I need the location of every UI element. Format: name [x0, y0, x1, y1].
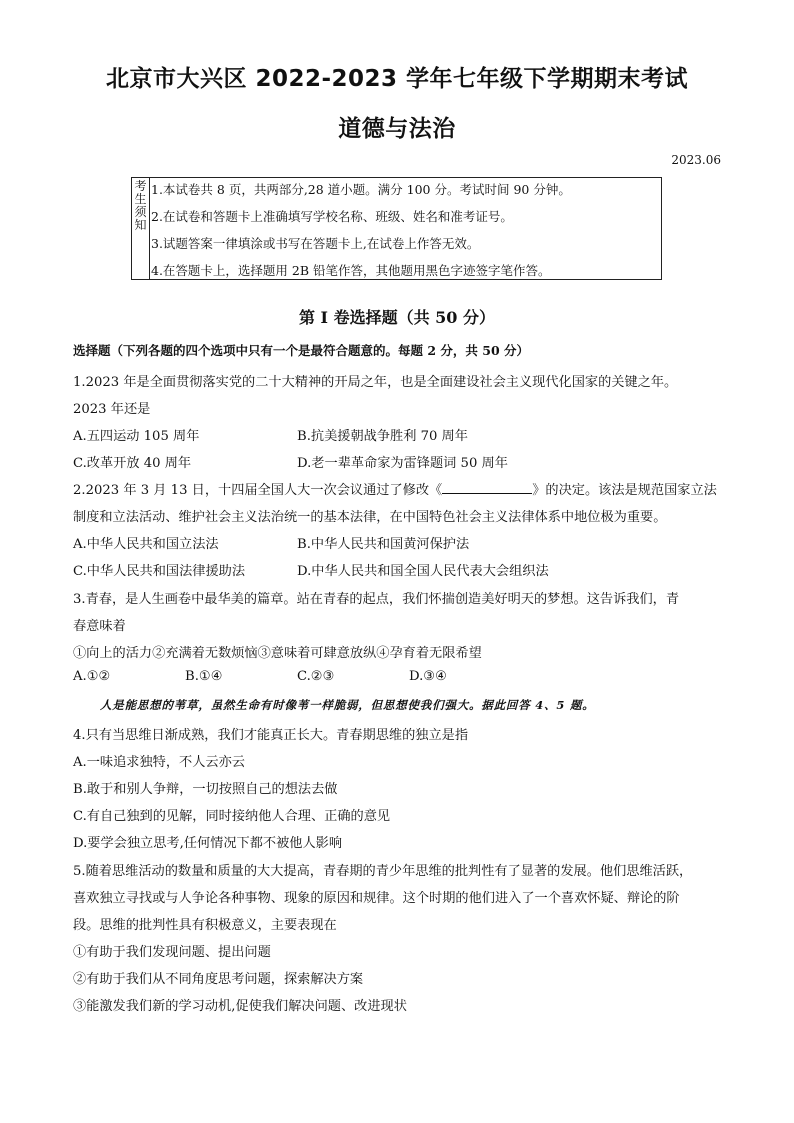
question-4-stem: 4.只有当思维日渐成熟，我们才能真正长大。青春期思维的独立是指: [73, 728, 469, 743]
notice-label-char: 考: [134, 179, 147, 193]
notice-line: 2.在试卷和答题卡上准确填写学校名称、班级、姓名和准考证号。: [151, 209, 513, 224]
notice-label-char: 须: [134, 205, 147, 219]
notice-line: 3.试题答案一律填涂或书写在答题卡上,在试卷上作答无效。: [151, 236, 480, 251]
question-5-stem: 段。思维的批判性具有积极意义，主要表现在: [73, 918, 337, 933]
question-5-item: ③能激发我们新的学习动机,促使我们解决问题、改进现状: [73, 999, 407, 1014]
question-4-option-c: C.有自己独到的见解，同时接纳他人合理、正确的意见: [73, 809, 391, 824]
question-4-option-b: B.敢于和别人争辩，一切按照自己的想法去做: [73, 782, 338, 797]
question-5-item: ①有助于我们发现问题、提出问题: [73, 945, 271, 960]
question-3-option-c: C.②③: [297, 669, 335, 684]
notice-line: 4.在答题卡上，选择题用 2B 铅笔作答，其他题用黑色字迹签字笔作答。: [151, 263, 551, 278]
instructions: 选择题（下列各题的四个选项中只有一个是最符合题意的。每题 2 分，共 50 分）: [73, 343, 530, 358]
question-2-stem: 制度和立法活动、维护社会主义法治统一的基本法律，在中国特色社会主义法律体系中地位极为重要。: [73, 510, 667, 525]
question-5-stem: 5.随着思维活动的数量和质量的大大提高，青春期的青少年思维的批判性有了显著的发展。他们思维活跃，: [73, 864, 693, 879]
notice-label-char: 生: [134, 192, 147, 206]
answer-blank: [442, 481, 532, 494]
question-1-stem: 2023 年还是: [73, 402, 151, 417]
question-2-option-d: D.中华人民共和国全国人民代表大会组织法: [297, 564, 549, 579]
question-1-option-c: C.改革开放 40 周年: [73, 456, 192, 471]
question-5-stem: 喜欢独立寻找或与人争论各种事物、现象的原因和规律。这个时期的他们进入了一个喜欢怀疑、辩论的阶: [73, 891, 680, 906]
question-1-option-b: B.抗美援朝战争胜利 70 周年: [297, 429, 468, 444]
question-2-option-b: B.中华人民共和国黄河保护法: [297, 537, 470, 552]
question-1-stem: 1.2023 年是全面贯彻落实党的二十大精神的开局之年，也是全面建设社会主义现代化国家的关键之年。: [73, 375, 678, 390]
notice-line: 1.本试卷共 8 页，共两部分,28 道小题。满分 100 分。考试时间 90 分钟。: [151, 182, 571, 197]
notice-label-char: 知: [134, 218, 147, 232]
exam-title: 北京市大兴区 2022-2023 学年七年级下学期期末考试: [105, 66, 689, 92]
question-1-option-d: D.老一辈革命家为雷锋题词 50 周年: [297, 456, 508, 471]
question-3-option-d: D.③④: [409, 669, 447, 684]
question-2-stem-post: 》的决定。该法是规范国家立法: [532, 483, 717, 498]
question-3-stem: 3.青春，是人生画卷中最华美的篇章。站在青春的起点，我们怀揣创造美好明天的梦想。这告诉我们，青: [73, 592, 680, 607]
question-2-option-a: A.中华人民共和国立法法: [73, 537, 219, 552]
section-title: 第 I 卷选择题（共 50 分）: [298, 308, 496, 327]
exam-date: 2023.06: [671, 153, 721, 167]
question-2-option-c: C.中华人民共和国法律援助法: [73, 564, 246, 579]
question-1-option-a: A.五四运动 105 周年: [73, 429, 200, 444]
question-4-option-d: D.要学会独立思考,任何情况下都不被他人影响: [73, 836, 343, 851]
question-3-items: ①向上的活力②充满着无数烦恼③意味着可肆意放纵④孕育着无限希望: [73, 646, 482, 661]
question-3-option-a: A.①②: [73, 669, 111, 684]
subject-title: 道德与法治: [338, 116, 456, 142]
question-4-option-a: A.一味追求独特，不人云亦云: [73, 755, 245, 770]
question-3-stem: 春意味着: [73, 619, 126, 634]
notice-label: [132, 178, 150, 279]
material-note: 人是能思想的苇草，虽然生命有时像苇一样脆弱，但思想使我们强大。据此回答 4、5 题。: [100, 698, 595, 712]
question-2-stem: [73, 479, 717, 498]
question-3-option-b: B.①④: [185, 669, 223, 684]
candidate-notice-box: [131, 177, 662, 280]
question-5-item: ②有助于我们从不同角度思考问题，探索解决方案: [73, 972, 364, 987]
question-2-stem-pre: 2.2023 年 3 月 13 日，十四届全国人大一次会议通过了修改《: [73, 483, 443, 498]
